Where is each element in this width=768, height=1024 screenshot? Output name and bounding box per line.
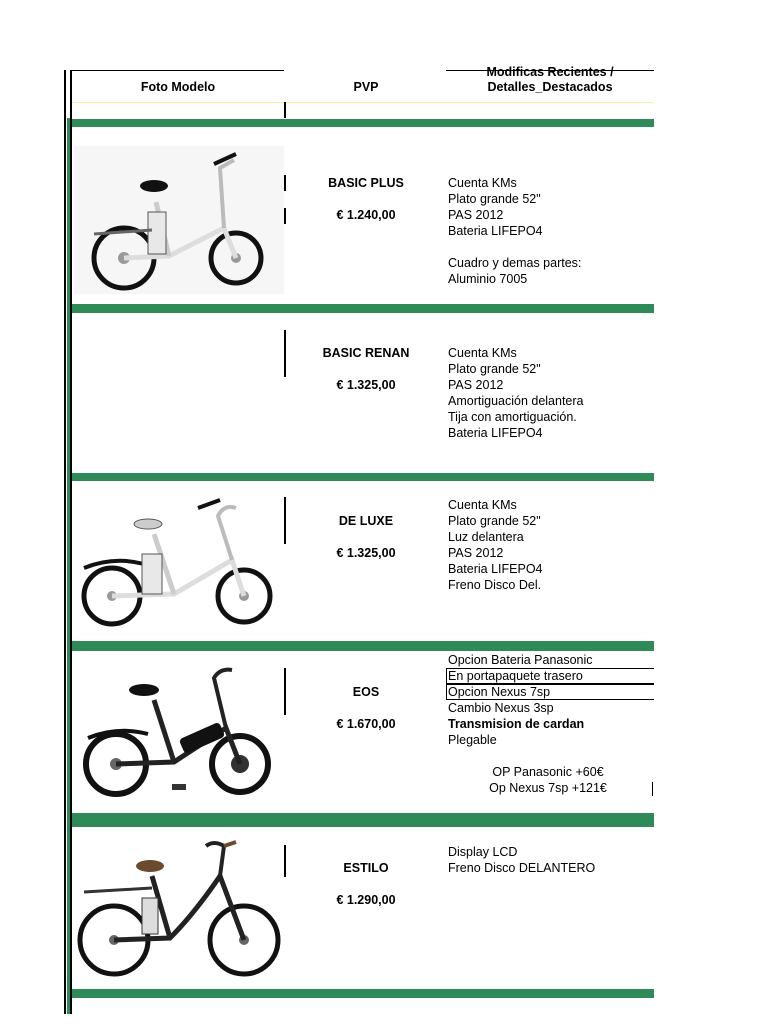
model-name: DE LUXE xyxy=(338,514,394,528)
model-name: BASIC RENAN xyxy=(322,346,410,360)
model-price: € 1.670,00 xyxy=(336,717,396,731)
detail-item: Plato grande 52" xyxy=(448,192,541,206)
table-left-border-inner xyxy=(70,70,72,1014)
detail-item: Cambio Nexus 3sp xyxy=(448,701,554,715)
model-details xyxy=(448,345,654,441)
model-price: € 1.325,00 xyxy=(336,546,396,560)
model-details xyxy=(448,175,654,287)
detail-item: Tija con amortiguación. xyxy=(448,410,577,424)
black-city-ebike-icon xyxy=(74,836,284,986)
detail-item xyxy=(448,239,654,255)
bike-photo-estilo xyxy=(74,836,284,986)
header-mods-line1: Modificas Recientes / xyxy=(486,65,614,79)
detail-item: Cuadro y demas partes: xyxy=(448,256,582,270)
detail-item: Plato grande 52" xyxy=(448,514,541,528)
detail-item: Plegable xyxy=(448,733,497,747)
detail-item: Opcion Nexus 7sp xyxy=(446,684,654,700)
detail-item: Freno Disco Del. xyxy=(448,578,542,592)
header-bottom-line xyxy=(72,102,654,103)
detail-item: En portapaquete trasero xyxy=(446,668,654,684)
header-modificaciones xyxy=(446,64,654,100)
detail-item: Amortiguación delantera xyxy=(448,394,584,408)
model-name: BASIC PLUS xyxy=(328,176,404,190)
detail-item: Luz delantera xyxy=(448,530,524,544)
detail-item: PAS 2012 xyxy=(448,208,504,222)
detail-item: Bateria LIFEPO4 xyxy=(448,426,543,440)
bike-photo-eos xyxy=(74,656,284,806)
header-divider-tick xyxy=(284,102,286,118)
detail-item: Bateria LIFEPO4 xyxy=(448,562,543,576)
black-folding-ebike-icon xyxy=(74,656,284,806)
row-band-2 xyxy=(72,304,654,313)
white-deluxe-folding-ebike-icon xyxy=(74,490,284,630)
price-divider-tick xyxy=(284,330,286,377)
model-details xyxy=(448,652,654,796)
detail-item: OP Panasonic +60€ xyxy=(492,765,604,779)
detail-item: Aluminio 7005 xyxy=(448,272,528,286)
bike-photo-de-luxe xyxy=(74,490,284,630)
header-foto-modelo: Foto Modelo xyxy=(140,80,216,94)
detail-item: PAS 2012 xyxy=(448,378,504,392)
detail-item xyxy=(448,748,654,764)
detail-item: Cuenta KMs xyxy=(448,346,517,360)
detail-item: Display LCD xyxy=(448,845,518,859)
row-band-1 xyxy=(72,119,654,127)
model-details xyxy=(448,844,654,876)
detail-item: Cuenta KMs xyxy=(448,498,517,512)
model-price: € 1.290,00 xyxy=(336,893,396,907)
row-band-3 xyxy=(72,473,654,481)
detail-item: Transmision de cardan xyxy=(448,717,585,731)
header-top-line-left xyxy=(70,70,284,71)
model-name: EOS xyxy=(352,685,380,699)
detail-item: Bateria LIFEPO4 xyxy=(448,224,543,238)
detail-item: Opcion Bateria Panasonic xyxy=(448,653,593,667)
bike-photo-basic-plus xyxy=(74,146,284,294)
price-divider-tick xyxy=(284,668,286,715)
cell-edge-tick xyxy=(652,782,653,796)
price-divider-tick xyxy=(284,175,286,191)
row-band-5 xyxy=(72,813,654,827)
model-price: € 1.325,00 xyxy=(336,378,396,392)
model-price: € 1.240,00 xyxy=(336,208,396,222)
model-details xyxy=(448,497,654,593)
row-band-6 xyxy=(72,989,654,998)
header-pvp: PVP xyxy=(353,80,379,94)
detail-item: Freno Disco DELANTERO xyxy=(448,861,596,875)
detail-item: Cuenta KMs xyxy=(448,176,517,190)
white-folding-ebike-icon xyxy=(74,146,284,294)
row-band-4 xyxy=(72,641,654,651)
price-divider-tick xyxy=(284,845,286,877)
price-divider-tick xyxy=(284,497,286,544)
detail-item: PAS 2012 xyxy=(448,546,504,560)
table-left-border-outer xyxy=(64,70,66,1014)
price-divider-tick xyxy=(284,208,286,224)
detail-item: Op Nexus 7sp +121€ xyxy=(489,781,607,795)
detail-item: Plato grande 52" xyxy=(448,362,541,376)
header-mods-line2: Detalles_Destacados xyxy=(487,80,613,94)
model-name: ESTILO xyxy=(343,861,389,875)
